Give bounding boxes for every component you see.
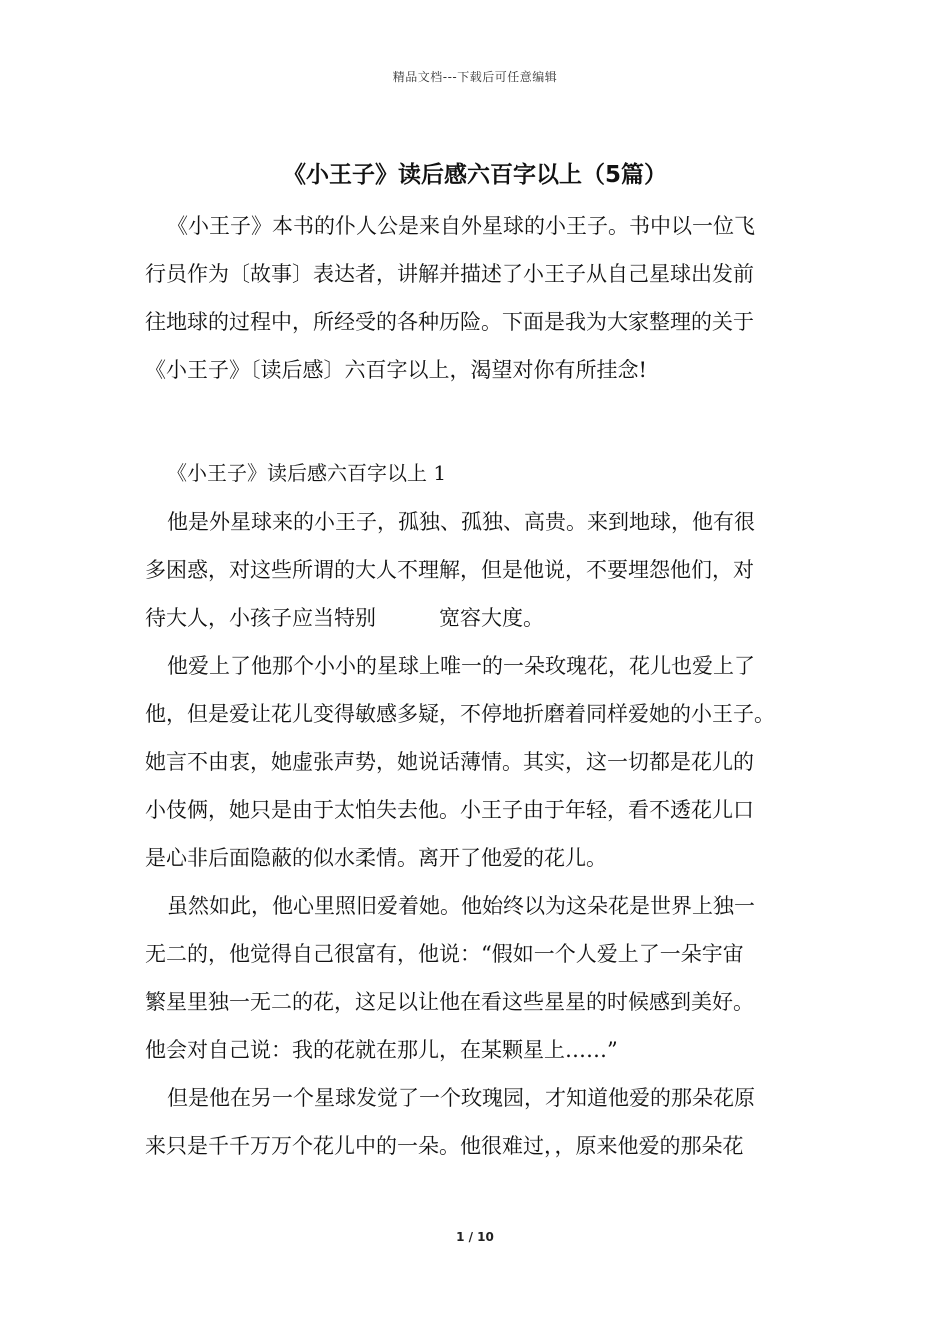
- text-line: 多困惑，对这些所谓的大人不理解，但是他说，不要埋怨他们，对: [145, 558, 754, 582]
- text-line: 他，但是爱让花儿变得敏感多疑，不停地折磨着同样爱她的小王子。: [145, 702, 775, 726]
- text-line: 行员作为〔故事〕表达者，讲解并描述了小王子从自己星球出发前: [145, 262, 754, 286]
- text-line: 繁星里独一无二的花，这足以让他在看这些星星的时候感到美好。: [145, 990, 754, 1014]
- page-number: 1 / 10: [456, 1230, 494, 1244]
- intro-paragraph: [145, 202, 825, 394]
- essay-body: [145, 498, 825, 1170]
- text-line: 虽然如此，他心里照旧爱着她。他始终以为这朵花是世界上独一: [167, 894, 755, 918]
- text-line: 《小王子》〔读后感〕六百字以上，渴望对你有所挂念!: [145, 358, 647, 382]
- text-line: 但是他在另一个星球发觉了一个玫瑰园，才知道他爱的那朵花原: [167, 1086, 755, 1110]
- text-line: 他是外星球来的小王子，孤独、孤独、高贵。来到地球，他有很: [167, 510, 755, 534]
- section-heading: 《小王子》读后感六百字以上 1: [167, 461, 447, 485]
- text-line: 是心非后面隐蔽的似水柔情。离开了他爱的花儿。: [145, 846, 607, 870]
- text-line: 《小王子》本书的仆人公是来自外星球的小王子。书中以一位飞: [167, 214, 755, 238]
- text-line: 往地球的过程中，所经受的各种历险。下面是我为大家整理的关于: [145, 310, 754, 334]
- text-line: 小伎俩，她只是由于太怕失去他。小王子由于年轻，看不透花儿口: [145, 798, 754, 822]
- document-title: 《小王子》读后感六百字以上（5篇）: [282, 162, 667, 188]
- text-line: 他爱上了他那个小小的星球上唯一的一朵玫瑰花，花儿也爱上了: [167, 654, 755, 678]
- text-line: 待大人，小孩子应当特别 宽容大度。: [145, 606, 544, 630]
- text-line: 无二的，他觉得自己很富有，他说：“假如一个人爱上了一朵宇宙: [145, 942, 744, 966]
- page-header: 精品文档---下载后可任意编辑: [392, 70, 558, 84]
- text-line: 他会对自己说：我的花就在那儿，在某颗星上……”: [145, 1038, 618, 1062]
- text-line: 她言不由衷，她虚张声势，她说话薄情。其实，这一切都是花儿的: [145, 750, 754, 774]
- text-line: 来只是千千万万个花儿中的一朵。他很难过，，原来他爱的那朵花: [145, 1134, 744, 1158]
